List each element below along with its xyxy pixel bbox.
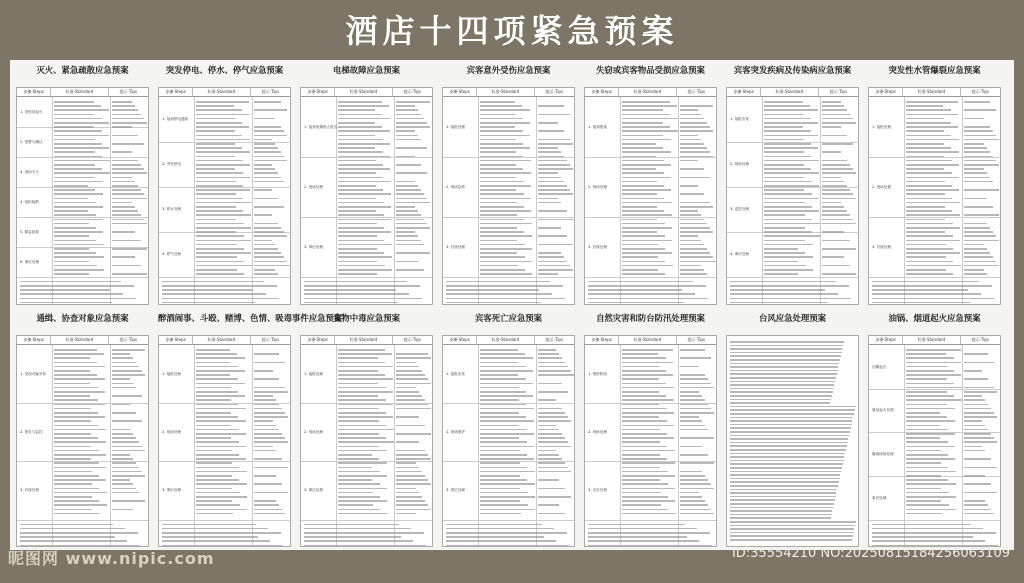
header-standard: 标准-Standard — [51, 88, 109, 96]
plan-table — [726, 87, 859, 305]
table-body — [159, 345, 290, 546]
plan-table — [584, 87, 717, 305]
step-label: 2. 报告与监控 — [20, 430, 43, 435]
plan-panel — [158, 308, 343, 493]
table-header — [869, 88, 1000, 97]
panel-title: 失窃或宾客物品受损应急预案 — [596, 65, 705, 75]
step-label: 1. 接报出发 — [730, 117, 749, 122]
header-standard: 标准-Standard — [335, 336, 393, 344]
step-label: 3. 事后处理 — [304, 488, 323, 493]
panel-title: 宾客突发疾病及传染病应急预案 — [733, 65, 852, 75]
step-label: 3. 事后处理 — [162, 488, 181, 493]
step-label: 2. 现场保护 — [446, 430, 465, 435]
step-label: 1. 接报出发 — [446, 372, 465, 377]
table-body — [159, 97, 290, 304]
header-steps: 步骤-Steps — [869, 336, 903, 344]
table-header — [443, 336, 574, 345]
header-steps: 步骤-Steps — [17, 88, 51, 96]
step-label: 1. 发现可疑对象 — [20, 372, 47, 377]
step-label: 1. 接到停电通知 — [162, 117, 189, 122]
panel-title: 突发停电、停水、停气应急预案 — [165, 65, 284, 75]
step-label: 3. 后续处理 — [588, 244, 607, 249]
header-standard: 标准-Standard — [903, 88, 961, 96]
table-header — [159, 88, 290, 97]
step-label: 3. 善后处理 — [446, 488, 465, 493]
step-label: 5. 紧急抢救 — [20, 229, 39, 234]
table-body — [727, 339, 858, 546]
table-header — [727, 88, 858, 97]
plan-table — [726, 335, 859, 547]
step-label: 2. 报警与确认 — [20, 139, 43, 144]
panel-title: 宾客意外受伤应急预案 — [466, 65, 551, 75]
plan-panel — [584, 60, 717, 249]
plan-board — [10, 60, 1014, 550]
table-body — [727, 97, 858, 304]
step-label: 2. 现场处理 — [588, 184, 607, 189]
header-standard: 标准-Standard — [903, 336, 961, 344]
plan-table — [300, 87, 433, 305]
step-label: 3. 后续处理 — [446, 244, 465, 249]
header-steps: 步骤-Steps — [443, 88, 477, 96]
watermark-site: 昵图网 www.nipic.com — [8, 549, 215, 568]
header-standard: 标准-Standard — [477, 88, 535, 96]
title-bar — [0, 0, 1024, 58]
watermark-id: ID:35554210 NO:20250815184256063109 — [731, 546, 1010, 561]
panel-title: 台风应急处理预案 — [759, 313, 826, 323]
table-body — [869, 345, 1000, 546]
plan-panel — [158, 60, 291, 257]
table-body — [869, 97, 1000, 304]
header-steps: 步骤-Steps — [17, 336, 51, 344]
header-tips: 提示-Tips — [119, 89, 138, 94]
step-label: 3. 现场灭火 — [20, 169, 39, 174]
step-label: 1. 发现初起火 — [20, 109, 43, 114]
step-label: 2. 现场处理 — [162, 430, 181, 435]
plan-panel — [16, 60, 149, 264]
step-label: 2. 现场急救 — [446, 184, 465, 189]
table-body — [301, 97, 432, 304]
header-tips: 提示-Tips — [403, 89, 422, 94]
header-tips: 提示-Tips — [545, 89, 564, 94]
table-header — [585, 88, 716, 97]
header-tips: 提示-Tips — [545, 337, 564, 342]
panel-title: 醉酒闹事、斗殴、赌博、色情、吸毒事件应急预案 — [158, 313, 343, 323]
plan-table — [16, 87, 149, 305]
plan-panel — [584, 308, 717, 493]
header-tips: 提示-Tips — [261, 337, 280, 342]
step-label: 3. 灾后处理 — [588, 488, 607, 493]
header-standard: 标准-Standard — [761, 88, 819, 96]
step-label: 1. 接到电梯困人报告 — [304, 124, 338, 129]
panel-title: 通缉、协查对象应急预案 — [36, 313, 129, 323]
header-tips: 提示-Tips — [687, 337, 706, 342]
table-body — [17, 345, 148, 546]
table-header — [159, 336, 290, 345]
step-label: 1. 预防阶段 — [588, 372, 607, 377]
step-label: 2. 现场处理 — [304, 184, 323, 189]
step-label: 蔓延起火处理 — [872, 408, 894, 413]
plan-table — [16, 335, 149, 547]
panel-title: 突发性水管爆裂应急预案 — [888, 65, 981, 75]
header-tips: 提示-Tips — [119, 337, 138, 342]
step-label: 事后处理 — [872, 495, 887, 500]
table-header — [301, 336, 432, 345]
header-steps: 步骤-Steps — [159, 88, 193, 96]
plan-panel — [726, 308, 859, 328]
step-label: 2. 现场处理 — [588, 430, 607, 435]
step-label: 6. 事后处理 — [20, 259, 39, 264]
header-tips: 提示-Tips — [261, 89, 280, 94]
header-steps: 步骤-Steps — [727, 88, 761, 96]
step-label: 2. 突发停电 — [162, 162, 181, 167]
step-label: 3. 送医处理 — [730, 207, 749, 212]
step-label: 4. 停气处理 — [162, 252, 181, 257]
plan-panel — [868, 60, 1001, 249]
header-standard: 标准-Standard — [619, 88, 677, 96]
table-header — [443, 88, 574, 97]
panel-title: 自然灾害和防台防汛处理预案 — [596, 313, 705, 323]
header-steps: 步骤-Steps — [301, 336, 335, 344]
header-standard: 标准-Standard — [335, 88, 393, 96]
plan-panel — [442, 60, 575, 249]
plan-table — [300, 335, 433, 547]
step-label: 1. 接报处理 — [446, 124, 465, 129]
plan-panel — [16, 308, 149, 493]
step-label: 初期起火 — [872, 364, 887, 369]
panel-title: 电梯故障应急预案 — [333, 65, 400, 75]
header-steps: 步骤-Steps — [869, 88, 903, 96]
header-steps: 步骤-Steps — [585, 88, 619, 96]
step-label: 3. 停水处理 — [162, 207, 181, 212]
plan-panel — [868, 308, 1001, 500]
header-standard: 标准-Standard — [51, 336, 109, 344]
plan-table — [442, 335, 575, 547]
plan-table — [584, 335, 717, 547]
step-label: 3. 后续处理 — [20, 488, 39, 493]
step-label: 1. 接报处理 — [304, 372, 323, 377]
plan-panel — [442, 308, 575, 493]
plan-table — [868, 335, 1001, 547]
header-steps: 步骤-Steps — [301, 88, 335, 96]
panel-title: 油锅、烟道起火应急预案 — [888, 313, 981, 323]
plan-table — [868, 87, 1001, 305]
panel-title: 食物中毒应急预案 — [333, 313, 400, 323]
step-label: 3. 后续处理 — [872, 244, 891, 249]
header-steps: 步骤-Steps — [159, 336, 193, 344]
header-tips: 提示-Tips — [403, 337, 422, 342]
plan-panel — [300, 308, 433, 493]
step-label: 2. 现场处置 — [872, 184, 891, 189]
header-standard: 标准-Standard — [619, 336, 677, 344]
table-header — [17, 88, 148, 97]
step-label: 4. 组织疏散 — [20, 199, 39, 204]
table-body — [301, 345, 432, 546]
table-body — [443, 97, 574, 304]
header-tips: 提示-Tips — [687, 89, 706, 94]
table-header — [585, 336, 716, 345]
step-label: 撤离现场处理 — [872, 452, 894, 457]
table-header — [17, 336, 148, 345]
plan-table — [158, 87, 291, 305]
step-label: 1. 接报处理 — [872, 124, 891, 129]
header-tips: 提示-Tips — [971, 337, 990, 342]
page-title: 酒店十四项紧急预案 — [345, 12, 679, 50]
header-tips: 提示-Tips — [971, 89, 990, 94]
step-label: 2. 现场处理 — [730, 162, 749, 167]
header-steps: 步骤-Steps — [585, 336, 619, 344]
step-label: 1. 接到报案 — [588, 124, 607, 129]
plan-table — [442, 87, 575, 305]
step-label: 3. 事后处理 — [304, 244, 323, 249]
table-header — [869, 336, 1000, 345]
table-body — [585, 97, 716, 304]
plan-table — [158, 335, 291, 547]
step-label: 1. 接报处理 — [162, 372, 181, 377]
step-label: 2. 现场处理 — [304, 430, 323, 435]
panel-title: 宾客死亡应急预案 — [475, 313, 542, 323]
header-standard: 标准-Standard — [193, 88, 251, 96]
table-header — [301, 88, 432, 97]
table-body — [585, 345, 716, 546]
plan-panel — [726, 60, 859, 257]
panel-title: 灭火、紧急疏散应急预案 — [36, 65, 129, 75]
header-standard: 标准-Standard — [193, 336, 251, 344]
step-label: 4. 事后处理 — [730, 252, 749, 257]
header-steps: 步骤-Steps — [443, 336, 477, 344]
table-body — [17, 97, 148, 304]
table-body — [443, 345, 574, 546]
header-tips: 提示-Tips — [829, 89, 848, 94]
header-standard: 标准-Standard — [477, 336, 535, 344]
plan-panel — [300, 60, 433, 249]
